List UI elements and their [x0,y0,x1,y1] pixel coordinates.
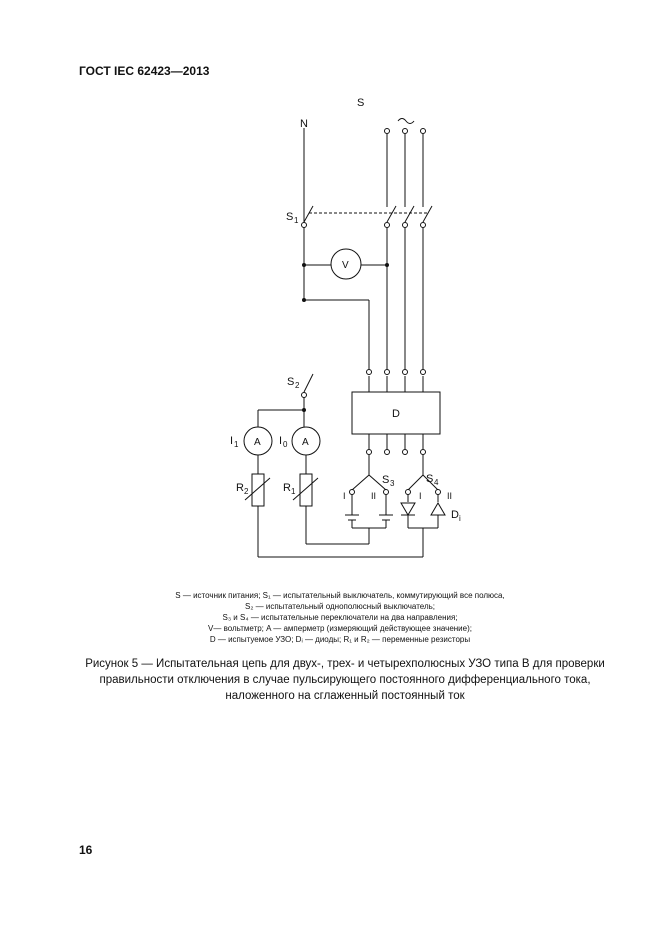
caption-line-1: Рисунок 5 — Испытательная цепь для двух-, трех- и четырехполюсных УЗО типа B для проверки [85,658,605,670]
label-diodes-Di: D [451,509,459,521]
label-I1-sub: 1 [234,440,239,449]
caption-line-3: наложенного на сглаженный постоянный ток [225,690,465,702]
label-S4-sub: 4 [434,478,439,487]
label-R1-sub: 1 [291,487,296,496]
label-I0-sub: 0 [283,440,288,449]
label-ammeter-A2: A [302,437,309,448]
label-I0: I [279,435,283,447]
label-R2-sub: 2 [244,487,249,496]
label-I1: I [230,435,234,447]
label-S4: S [426,473,434,485]
label-R1: R [283,482,291,494]
label-diodes-Di-sub: i [459,514,461,523]
label-S2: S [287,376,295,388]
label-ammeter-A1: A [254,437,261,448]
legend-line-2: S₂ — испытательный однополюсный выключатель; [244,602,436,611]
label-position-I-right: I [419,491,422,501]
label-position-I-left: I [343,491,346,501]
document-header: ГОСТ IEC 62423—2013 [79,64,210,78]
page-number: 16 [79,843,93,857]
caption-line-2: правильности отключения в случае пульсирующего постоянного дифференциального тока, [99,674,591,686]
legend-line-3: S₃ и S₄ — испытательные переключатели на два направления; [222,613,458,622]
label-source-S: S [357,97,365,109]
label-R2: R [236,482,244,494]
label-S3: S [382,474,390,486]
label-neutral-N: N [300,118,308,130]
figure-legend [60,590,620,645]
label-S2-sub: 2 [295,381,300,390]
label-S3-sub: 3 [390,479,395,488]
legend-line-5: D — испытуемое УЗО; Dᵢ — диоды; R₁ и R₂ — переменные резисторы [209,635,471,644]
label-S1: S [286,211,294,223]
label-S1-sub: 1 [294,216,299,225]
label-device-D: D [392,408,400,420]
legend-line-4: V— вольтметр; A — амперметр (измеряющий действующее значение); [208,624,472,633]
figure-caption [45,656,645,704]
legend-line-1: S — источник питания; S₁ — испытательный выключатель, коммутирующий все полюса, [175,591,505,600]
label-position-II-left: II [371,491,377,501]
label-voltmeter-V: V [342,260,349,271]
label-position-II-right: II [447,491,453,501]
